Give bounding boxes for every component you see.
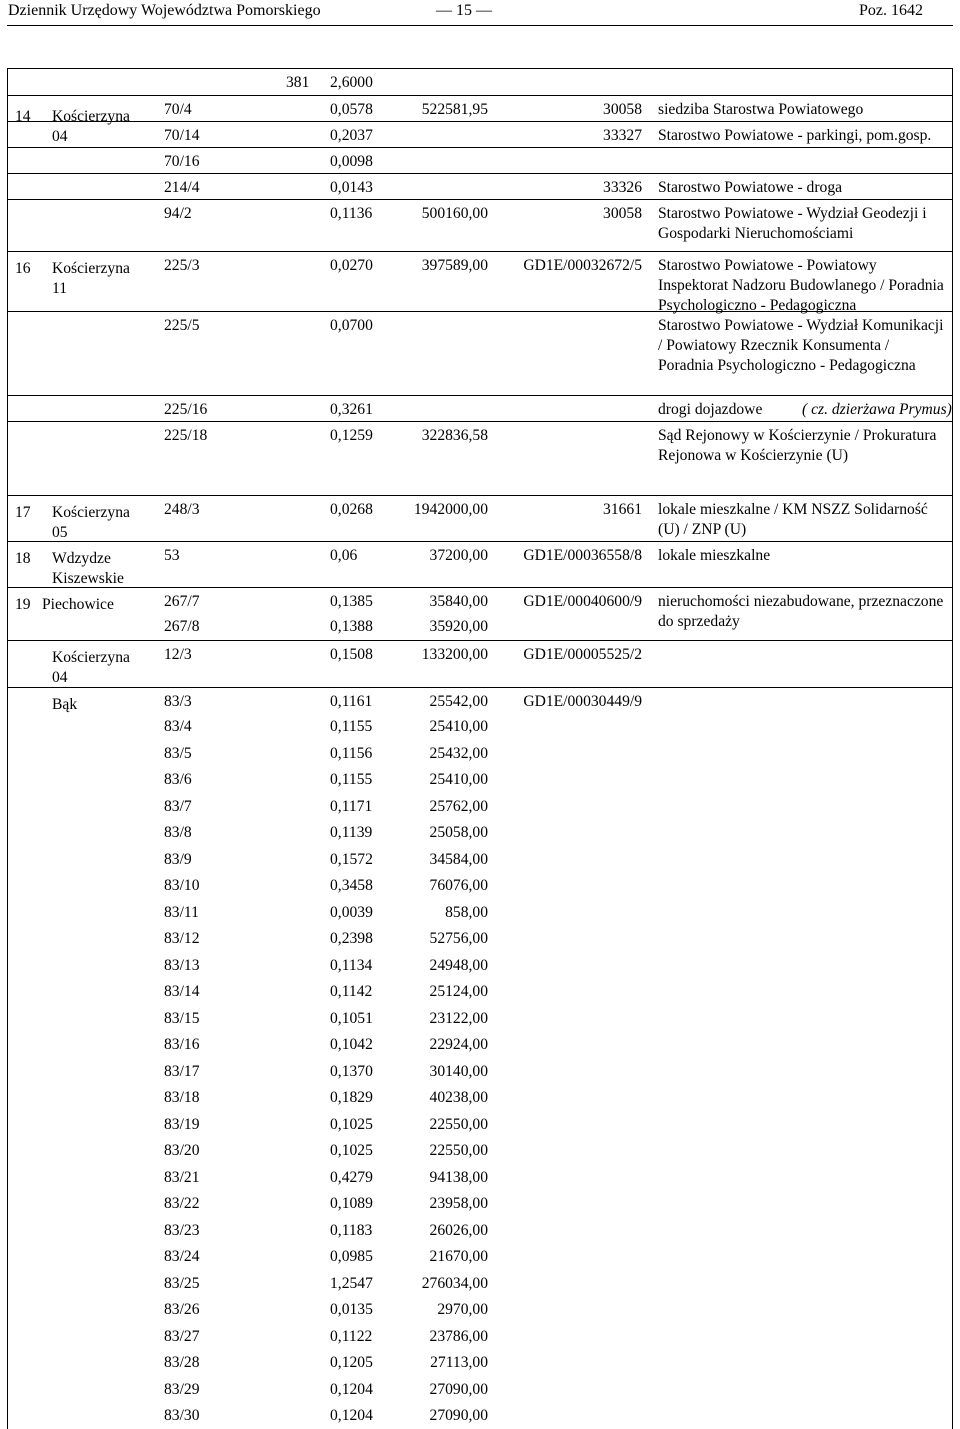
parcel-number: 83/19 xyxy=(164,1115,200,1133)
table-row xyxy=(8,421,952,496)
parcel-number: 214/4 xyxy=(164,179,200,196)
table-row xyxy=(8,95,952,122)
parcel-value: 25410,00 xyxy=(429,718,488,735)
obreb-19b-name: Kościerzyna xyxy=(52,649,130,666)
lp-14: 14 xyxy=(15,108,31,125)
parcel-value: 23786,00 xyxy=(429,1327,488,1345)
table-row xyxy=(8,1270,952,1297)
parcel-number: 83/6 xyxy=(164,771,192,788)
parcel-number: 83/15 xyxy=(164,1009,200,1027)
table-row xyxy=(8,1164,952,1191)
parcel-area: 0,1155 xyxy=(330,771,373,788)
parcel-area: 0,1370 xyxy=(330,1062,373,1080)
table-row xyxy=(8,541,952,588)
parcel-value: 133200,00 xyxy=(421,646,488,663)
table-row xyxy=(8,1058,952,1085)
parcel-area: 0,1204 xyxy=(330,1380,373,1398)
land-register-number: 30058 xyxy=(603,205,642,222)
parcel-area: 0,0143 xyxy=(330,179,373,196)
lp-16: 16 xyxy=(15,260,31,277)
parcel-value: 27090,00 xyxy=(429,1407,488,1424)
parcel-number: 83/4 xyxy=(164,718,192,735)
parcel-number: 83/13 xyxy=(164,956,200,974)
table-row xyxy=(8,925,952,952)
parcel-value: 27113,00 xyxy=(430,1354,488,1371)
obreb-19b-number: 04 xyxy=(52,669,68,686)
obreb-14-number: 04 xyxy=(52,128,68,145)
parcel-number: 83/18 xyxy=(164,1089,200,1106)
land-register-number: GD1E/00005525/2 xyxy=(523,646,642,663)
parcel-area: 2,6000 xyxy=(330,74,373,91)
usage-description: siedziba Starostwa Powiatowego xyxy=(658,101,864,118)
parcel-area: 0,1388 xyxy=(330,618,373,635)
parcel-value: 25762,00 xyxy=(429,797,488,815)
parcel-area: 0,1136 xyxy=(330,205,373,222)
parcel-area: 0,1829 xyxy=(330,1089,373,1106)
parcel-value: 23958,00 xyxy=(429,1195,488,1212)
parcel-number: 70/4 xyxy=(164,101,192,118)
table-row xyxy=(8,1296,952,1323)
parcel-area: 0,1205 xyxy=(330,1354,373,1371)
parcel-area: 0,0135 xyxy=(330,1301,373,1318)
parcel-value: 322836,58 xyxy=(421,427,488,444)
parcel-number: 83/10 xyxy=(164,877,200,894)
parcel-number: 225/16 xyxy=(164,401,208,418)
table-row xyxy=(8,173,952,200)
parcel-value: 30140,00 xyxy=(429,1062,488,1080)
parcel-area: 0,4279 xyxy=(330,1168,373,1186)
obreb-19-name: Piechowice xyxy=(42,596,114,613)
header-rule xyxy=(7,25,953,26)
parcel-number: 12/3 xyxy=(164,646,192,663)
parcel-value: 397589,00 xyxy=(421,257,488,274)
table-row xyxy=(8,147,952,174)
parcel-number: 83/27 xyxy=(164,1327,200,1345)
parcel-area: 0,1385 xyxy=(330,593,373,610)
parcel-number: 83/25 xyxy=(164,1274,200,1292)
table-row xyxy=(8,766,952,793)
parcel-value: 522581,95 xyxy=(421,101,488,118)
land-register-number: GD1E/00040600/9 xyxy=(523,593,642,610)
table-row xyxy=(8,1349,952,1376)
parcel-area: 0,1204 xyxy=(330,1407,373,1424)
land-register-number: 31661 xyxy=(603,501,642,518)
usage-description: lokale mieszkalne / KM NSZZ Solidarność (U) / ZNP (U) xyxy=(658,501,928,538)
land-register-number: GD1E/00030449/9 xyxy=(523,693,642,710)
table-row xyxy=(8,793,952,820)
table-row xyxy=(8,495,952,542)
lp-17: 17 xyxy=(15,504,31,521)
obreb-16-name: Kościerzyna xyxy=(52,260,130,277)
parcel-value: 21670,00 xyxy=(429,1248,488,1265)
parcel-value: 25124,00 xyxy=(429,983,488,1000)
parcel-area: 0,1259 xyxy=(330,427,373,444)
parcel-area: 0,0098 xyxy=(330,153,373,170)
parcel-number: 83/26 xyxy=(164,1301,200,1318)
table-row xyxy=(8,311,952,396)
parcel-area: 0,1051 xyxy=(330,1009,373,1027)
parcel-number: 225/3 xyxy=(164,257,200,274)
parcel-value: 22550,00 xyxy=(429,1142,488,1159)
usage-description: Starostwo Powiatowe - Wydział Komunikacji / Powiatowy Rzecznik Konsumenta / Poradnia Psychologiczno - Pedagogiczna xyxy=(658,317,944,374)
parcel-number: 83/9 xyxy=(164,850,192,868)
parcel-value: 25542,00 xyxy=(429,693,488,710)
obreb-18-name: Wdzydze xyxy=(52,550,111,567)
lp-18: 18 xyxy=(15,550,31,567)
parcel-value: 25432,00 xyxy=(429,744,488,762)
table-row xyxy=(8,846,952,873)
parcel-area: 0,0039 xyxy=(330,903,373,921)
usage-description: Sąd Rejonowy w Kościerzynie / Prokuratura Rejonowa w Kościerzynie (U) xyxy=(658,427,937,464)
parcel-value: 40238,00 xyxy=(429,1089,488,1106)
parcel-number: 83/28 xyxy=(164,1354,200,1371)
table-row xyxy=(8,978,952,1005)
parcel-number: 267/8 xyxy=(164,618,200,635)
table-row xyxy=(8,1402,952,1429)
parcel-value: 858,00 xyxy=(445,903,488,921)
parcel-area: 0,1155 xyxy=(330,718,373,735)
parcel-number: 53 xyxy=(164,547,180,564)
parcel-area: 0,1089 xyxy=(330,1195,373,1212)
parcel-value: 22924,00 xyxy=(429,1036,488,1053)
obreb-16-number: 11 xyxy=(52,280,68,297)
parcel-number: 83/12 xyxy=(164,930,200,947)
parcel-number: 83/29 xyxy=(164,1380,200,1398)
parcel-number: 83/23 xyxy=(164,1221,200,1239)
parcel-number: 83/21 xyxy=(164,1168,200,1186)
parcel-number: 83/22 xyxy=(164,1195,200,1212)
parcel-value: 35920,00 xyxy=(429,618,488,635)
table-row xyxy=(8,1217,952,1244)
parcel-value: 25410,00 xyxy=(429,771,488,788)
parcel-area: 0,0578 xyxy=(330,101,373,118)
table-row xyxy=(8,613,952,640)
table-row xyxy=(8,1111,952,1138)
usage-note: ( cz. dzierżawa Prymus) xyxy=(802,401,952,418)
table-row xyxy=(8,69,952,95)
parcel-number: 225/5 xyxy=(164,317,200,334)
parcel-number: 381 xyxy=(286,74,310,91)
parcel-value: 34584,00 xyxy=(429,850,488,868)
land-register-number: 30058 xyxy=(603,101,642,118)
parcel-number: 94/2 xyxy=(164,205,192,222)
parcel-value: 500160,00 xyxy=(421,205,488,222)
parcel-area: 0,1572 xyxy=(330,850,373,868)
usage-description: Starostwo Powiatowe - droga xyxy=(658,179,843,196)
parcel-area: 0,1156 xyxy=(330,744,373,762)
parcel-area: 0,0268 xyxy=(330,501,373,518)
parcel-area: 0,0700 xyxy=(330,317,373,334)
parcel-area: 0,1025 xyxy=(330,1115,373,1133)
parcel-number: 83/8 xyxy=(164,824,192,841)
parcel-area: 0,1139 xyxy=(330,824,373,841)
lp-19: 19 xyxy=(15,596,31,613)
land-register-number: GD1E/00032672/5 xyxy=(523,257,642,274)
usage-description: drogi dojazdowe xyxy=(658,401,763,418)
usage-description: lokale mieszkalne xyxy=(658,547,771,564)
usage-description: nieruchomości niezabudowane, przeznaczone do sprzedaży xyxy=(658,593,944,630)
page-header xyxy=(0,0,960,28)
parcel-area: 0,1025 xyxy=(330,1142,373,1159)
parcel-value: 1942000,00 xyxy=(413,501,488,518)
parcel-value: 26026,00 xyxy=(429,1221,488,1239)
parcel-number: 83/20 xyxy=(164,1142,200,1159)
table-row xyxy=(8,872,952,899)
land-register-number: 33327 xyxy=(603,127,642,144)
parcel-number: 70/16 xyxy=(164,153,200,170)
table-row xyxy=(8,1005,952,1032)
property-table xyxy=(7,68,953,1429)
parcel-number: 83/3 xyxy=(164,693,192,710)
parcel-number: 248/3 xyxy=(164,501,200,518)
parcel-area: 0,3458 xyxy=(330,877,373,894)
parcel-number: 83/11 xyxy=(164,903,199,921)
parcel-area: 0,1122 xyxy=(330,1327,373,1345)
table-row xyxy=(8,251,952,312)
obreb-14-name: Kościerzyna xyxy=(52,108,130,125)
parcel-value: 76076,00 xyxy=(429,877,488,894)
parcel-area: 0,3261 xyxy=(330,401,373,418)
parcel-value: 27090,00 xyxy=(429,1380,488,1398)
table-row xyxy=(8,899,952,926)
parcel-value: 35840,00 xyxy=(429,593,488,610)
parcel-value: 94138,00 xyxy=(429,1168,488,1186)
parcel-area: 0,1042 xyxy=(330,1036,373,1053)
parcel-number: 83/14 xyxy=(164,983,200,1000)
table-row xyxy=(8,740,952,767)
obreb-18-number: Kiszewskie xyxy=(52,570,124,587)
parcel-number: 225/18 xyxy=(164,427,208,444)
parcel-area: 0,2398 xyxy=(330,930,373,947)
parcel-area: 0,1142 xyxy=(330,983,373,1000)
parcel-value: 24948,00 xyxy=(429,956,488,974)
parcel-number: 83/24 xyxy=(164,1248,200,1265)
table-row xyxy=(8,819,952,846)
usage-description: Starostwo Powiatowe - Powiatowy Inspektorat Nadzoru Budowlanego / Poradnia Psychologiczno - Pedagogiczna xyxy=(658,257,944,314)
table-row xyxy=(8,199,952,252)
table-row xyxy=(8,1376,952,1403)
parcel-area: 1,2547 xyxy=(330,1274,373,1292)
usage-description: Starostwo Powiatowe - parkingi, pom.gosp. xyxy=(658,127,932,144)
table-row xyxy=(8,952,952,979)
table-row xyxy=(8,640,952,688)
table-row xyxy=(8,687,952,714)
table-row xyxy=(8,1190,952,1217)
parcel-value: 37200,00 xyxy=(429,547,488,564)
page-number: — 15 — xyxy=(436,2,492,19)
parcel-area: 0,06 xyxy=(330,547,358,564)
parcel-area: 0,1161 xyxy=(330,693,373,710)
parcel-area: 0,2037 xyxy=(330,127,373,144)
parcel-number: 83/30 xyxy=(164,1407,200,1424)
parcel-number: 70/14 xyxy=(164,127,200,144)
parcel-value: 23122,00 xyxy=(429,1009,488,1027)
usage-description: Starostwo Powiatowe - Wydział Geodezji i Gospodarki Nieruchomościami xyxy=(658,205,927,242)
table-row xyxy=(8,1243,952,1270)
parcel-value: 25058,00 xyxy=(429,824,488,841)
obreb-17-number: 05 xyxy=(52,524,68,541)
table-row xyxy=(8,1084,952,1111)
parcel-area: 0,1508 xyxy=(330,646,373,663)
position-number: Poz. 1642 xyxy=(859,2,923,19)
parcel-area: 0,1134 xyxy=(330,956,373,974)
table-row xyxy=(8,713,952,740)
table-row xyxy=(8,1031,952,1058)
parcel-number: 83/7 xyxy=(164,797,192,815)
parcel-area: 0,0270 xyxy=(330,257,373,274)
obreb-17-name: Kościerzyna xyxy=(52,504,130,521)
parcel-area: 0,0985 xyxy=(330,1248,373,1265)
table-row xyxy=(8,1323,952,1350)
land-register-number: GD1E/00036558/8 xyxy=(523,547,642,564)
parcel-value: 2970,00 xyxy=(437,1301,488,1318)
table-row xyxy=(8,1137,952,1164)
table-row xyxy=(8,395,952,422)
parcel-area: 0,1183 xyxy=(330,1221,373,1239)
parcel-number: 83/5 xyxy=(164,744,192,762)
parcel-value: 52756,00 xyxy=(429,930,488,947)
parcel-number: 83/16 xyxy=(164,1036,200,1053)
table-row xyxy=(8,121,952,148)
parcel-value: 276034,00 xyxy=(421,1274,488,1292)
parcel-number: 267/7 xyxy=(164,593,200,610)
journal-title: Dziennik Urzędowy Województwa Pomorskiego xyxy=(8,2,321,19)
parcel-area: 0,1171 xyxy=(330,797,373,815)
land-register-number: 33326 xyxy=(603,179,642,196)
parcel-value: 22550,00 xyxy=(429,1115,488,1133)
obreb-19c-name: Bąk xyxy=(52,696,78,713)
parcel-number: 83/17 xyxy=(164,1062,200,1080)
